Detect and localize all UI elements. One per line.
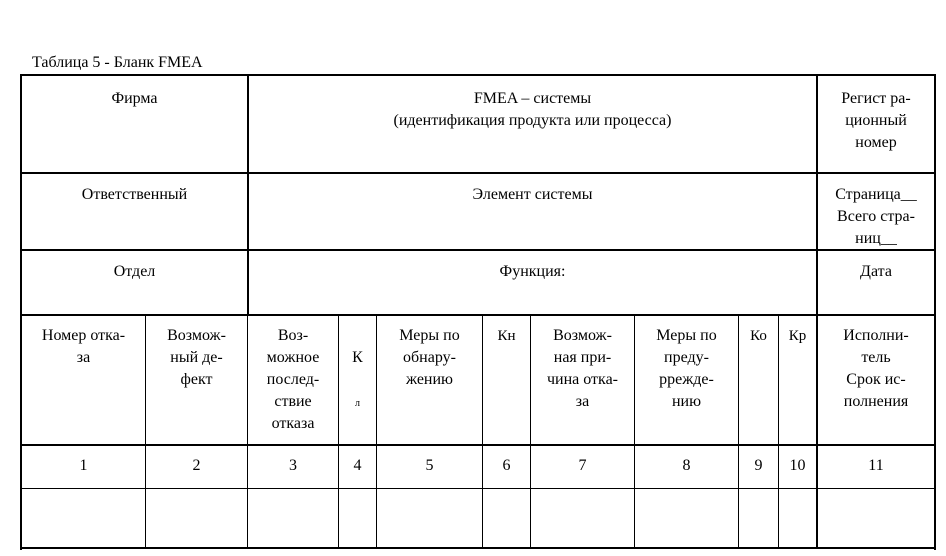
column-number: 11	[868, 457, 884, 474]
column-header-kn: Кн	[497, 328, 516, 344]
column-number: 1	[79, 457, 88, 474]
system-element-label: Элемент системы	[472, 186, 593, 203]
row-divider	[20, 488, 936, 489]
fmea-system-label: FMEA – системы (идентификация продукта или процесса)	[393, 90, 672, 129]
column-divider	[778, 314, 779, 548]
fmea-table	[20, 74, 936, 550]
column-header-kr: Кр	[788, 328, 807, 344]
column-header-failure-cause: Возмож- ная при- чина отка- за	[546, 327, 618, 410]
row-divider	[20, 444, 936, 446]
row-divider	[20, 547, 936, 549]
column-header-ko: Ко	[750, 328, 767, 344]
column-number: 4	[353, 457, 362, 474]
registration-number-label: Регист ра- ционный номер	[841, 90, 911, 151]
column-divider	[482, 314, 483, 548]
column-number: 8	[682, 457, 691, 474]
responsible-label: Ответственный	[81, 186, 188, 203]
firm-label: Фирма	[111, 90, 158, 107]
row-divider	[20, 172, 936, 174]
column-header-failure-number: Номер отка- за	[41, 327, 126, 366]
column-number: 6	[502, 457, 511, 474]
column-header-executor-deadline: Исполни- тель Срок ис- полнения	[843, 327, 909, 410]
row-divider	[20, 314, 936, 316]
kl-main: К	[352, 349, 363, 366]
column-divider	[738, 314, 739, 548]
column-number: 3	[289, 457, 297, 474]
column-header-detection-measures: Меры по обнару- жению	[399, 327, 460, 388]
kl-sub: л	[355, 398, 360, 409]
column-number: 9	[754, 457, 763, 474]
department-label: Отдел	[113, 263, 156, 280]
function-label: Функция:	[499, 263, 566, 280]
column-number: 2	[192, 457, 201, 474]
page-count-label: Страница__ Всего стра- ниц__	[835, 186, 917, 247]
column-header-kl	[339, 325, 376, 415]
row-divider	[20, 249, 936, 251]
column-number: 7	[578, 457, 587, 474]
column-header-possible-defect: Возмож- ный де- фект	[167, 327, 226, 388]
column-header-prevention-measures: Меры по преду- pрежде- нию	[656, 327, 717, 410]
column-number: 10	[789, 457, 806, 474]
table-caption: Таблица 5 - Бланк FMEA	[32, 54, 203, 71]
column-header-failure-consequence: Воз- можное послед- ствие отказа	[266, 327, 320, 432]
date-label: Дата	[860, 263, 892, 280]
column-number: 5	[425, 457, 434, 474]
